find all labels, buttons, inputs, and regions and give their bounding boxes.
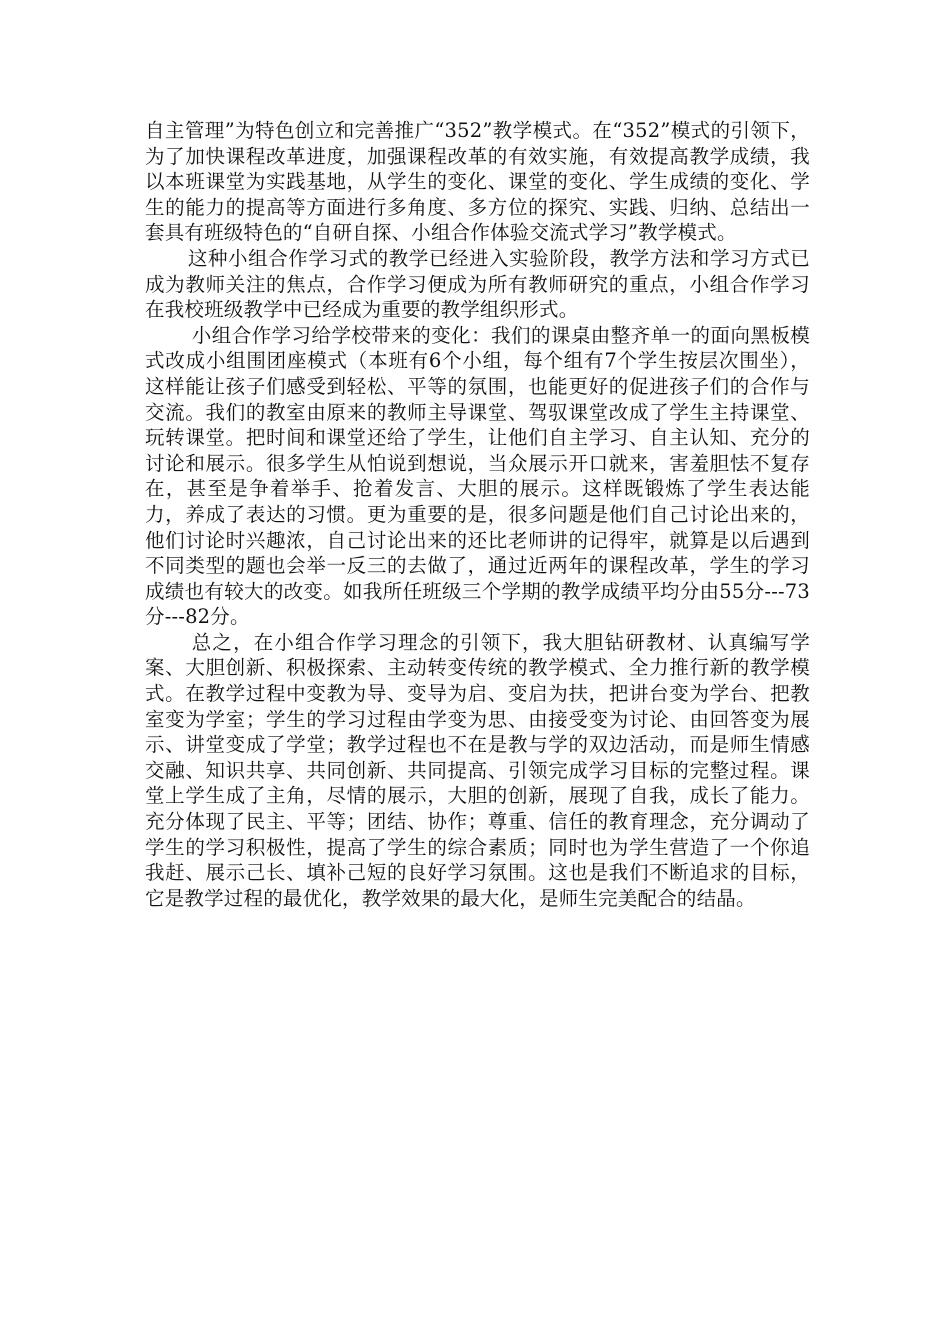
paragraph-4: 总之，在小组合作学习理念的引领下，我大胆钻研教材、认真编写学案、大胆创新、积极探索、主动转变传统的教学模式、全力推行新的教学模式。在教学过程中变教为导、变导为启、变启为扶，把讲台变为学台、把教室变为学室；学生的学习过程由学变为思、由接受变为讨论、由回答变为展示、讲堂变成了学堂；教学过程也不在是教与学的双边活动，而是师生情感交融、知识共享、共同创新、共同提高、引领完成学习目标的完整过程。课堂上学生成了主角，尽情的展示，大胆的创新，展现了自我，成长了能力。充分体现了民主、平等；团结、协作；尊重、信任的教育理念，充分调动了学生的学习积极性，提高了学生的综合素质；同时也为学生营造了一个你追我赶、展示己长、填补己短的良好学习氛围。这也是我们不断追求的目标，它是教学过程的最优化，教学效果的最大化，是师生完美配合的结晶。 bbox=[145, 630, 810, 910]
paragraph-3: 小组合作学习给学校带来的变化：我们的课桌由整齐单一的面向黑板模式改成小组围团座模式（本班有6个小组，每个组有7个学生按层次围坐），这样能让孩子们感受到轻松、平等的氛围，也能更好的促进孩子们的合作与交流。我们的教室由原来的教师主导课堂、驾驭课堂改成了学生主持课堂、玩转课堂。把时间和课堂还给了学生，让他们自主学习、自主认知、充分的讨论和展示。很多学生从怕说到想说，当众展示开口就来，害羞胆怯不复存在，甚至是争着举手、抢着发言、大胆的展示。这样既锻炼了学生表达能力，养成了表达的习惯。更为重要的是，很多问题是他们自己讨论出来的，他们讨论时兴趣浓，自己讨论出来的还比老师讲的记得牢，就算是以后遇到不同类型的题也会举一反三的去做了，通过近两年的课程改革，学生的学习成绩也有较大的改变。如我所任班级三个学期的教学成绩平均分由55分---73分---82分。 bbox=[145, 323, 810, 629]
paragraph-1: 自主管理”为特色创立和完善推广“352”教学模式。在“352”模式的引领下，为了加快课程改革进度，加强课程改革的有效实施，有效提高教学成绩，我以本班课堂为实践基地，从学生的变化、课堂的变化、学生成绩的变化、学生的能力的提高等方面进行多角度、多方位的探究、实践、归纳、总结出一套具有班级特色的“自研自探、小组合作体验交流式学习”教学模式。 bbox=[145, 119, 810, 245]
document-body bbox=[145, 118, 810, 911]
paragraph-2: 这种小组合作学习式的教学已经进入实验阶段，教学方法和学习方式已成为教师关注的焦点，合作学习便成为所有教师研究的重点，小组合作学习在我校班级教学中已经成为重要的教学组织形式。 bbox=[145, 246, 810, 322]
